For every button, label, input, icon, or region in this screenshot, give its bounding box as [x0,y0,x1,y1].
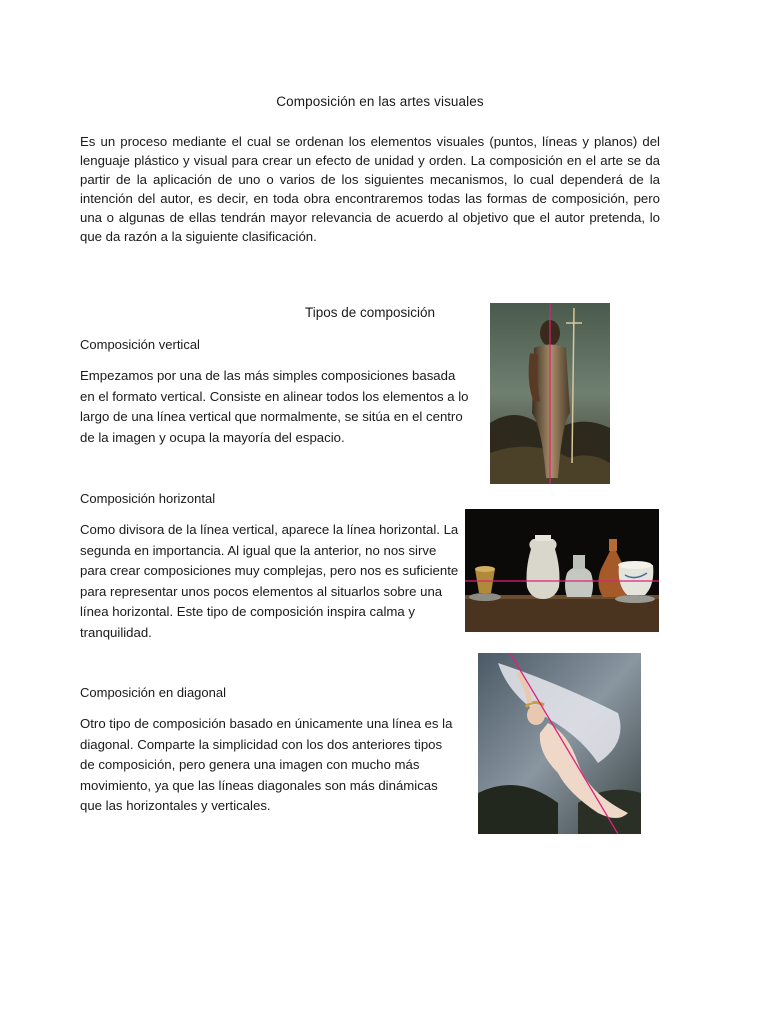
paragraph-diagonal-composition: Otro tipo de composición basado en únicamente una línea es la diagonal. Comparte la simplicidad con los dos anteriores tipos de composición, pero genera una imagen con mucho más movimiento, ya que las líneas diagonales son más dinámicas que las horizontales y verticales. [80,716,453,813]
intro-paragraph: Es un proceso mediante el cual se ordenan los elementos visuales (puntos, líneas y planos) del lenguaje plástico y visual para crear un efecto de unidad y orden. La composición en el arte se da partir de la aplicación de uno o varios de los siguientes mecanismos, lo cual dependerá de la intención del autor, es decir, en toda obra encontraremos todas las formas de composición, pero una o algunas de ellas tendrán mayor relevancia de acuerdo al objetivo que el autor pretenda, lo que da razón a la siguiente clasificación. [80,134,660,244]
painting-vertical-composition [490,303,610,484]
paragraph-vertical-composition: Empezamos por una de las más simples composiciones basada en el formato vertical. Consiste en alinear todos los elementos a lo largo de una línea vertical que normalmente, se sitúa en el centro de la imagen y ocupa la mayoría del espacio. [80,368,469,445]
heading-horizontal-composition: Composición horizontal [80,491,216,506]
section-title: Tipos de composición [304,305,436,320]
heading-diagonal-composition: Composición en diagonal [80,685,226,700]
paragraph-horizontal-composition: Como divisora de la línea vertical, aparece la línea horizontal. La segunda en importancia. Al igual que la anterior, no nos sirve para crear composiciones muy complejas, pero nos es suficiente para representar unos pocos elementos al situarlos sobre una línea horizontal. Este tipo de composición inspira calma y tranquilidad. [80,522,459,640]
document-title: Composición en las artes visuales [276,94,484,109]
heading-vertical-composition: Composición vertical [80,337,200,352]
painting-diagonal-composition [478,653,641,834]
still-life-horizontal-composition [465,509,659,632]
